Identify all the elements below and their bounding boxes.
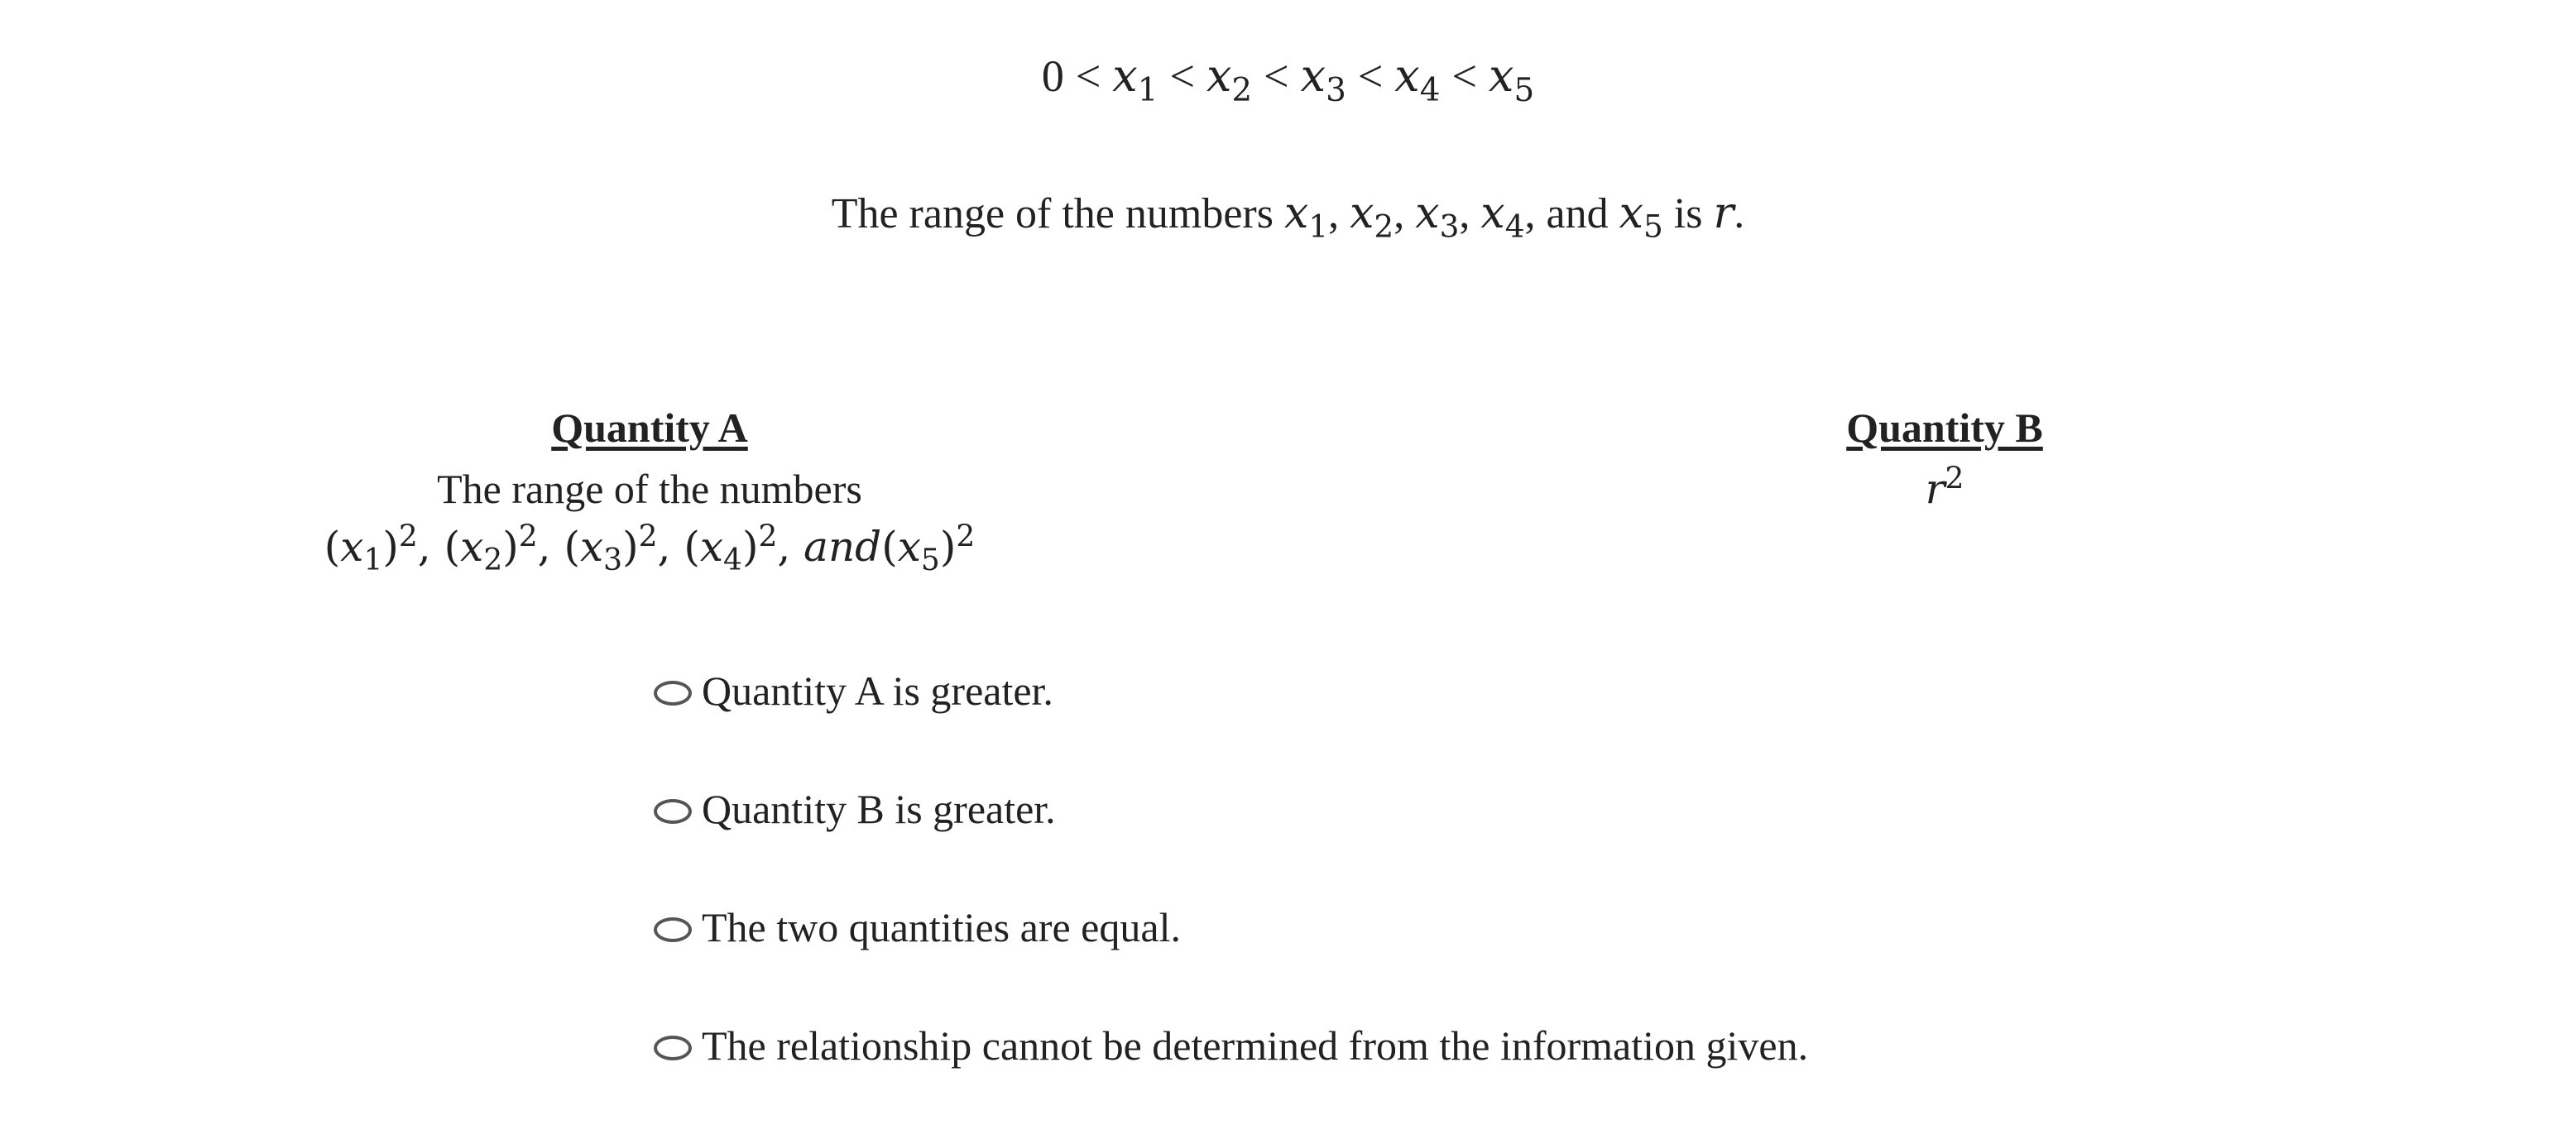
answer-choices <box>654 666 1808 1139</box>
squared-term-x4: $(x_4)^2$ <box>684 519 778 577</box>
and-word: and <box>1546 190 1609 237</box>
answer-choice-label: Quantity A is greater. <box>702 668 1053 714</box>
and-word: and <box>804 523 882 571</box>
less-than-operator: < <box>1169 51 1195 101</box>
squared-term-x5: $(x_5)^2$ <box>881 519 976 577</box>
answer-choice-label: The two quantities are equal. <box>702 904 1181 950</box>
variable-x4: $x_4$ <box>1394 50 1441 109</box>
answer-choice-d[interactable] <box>654 1021 1808 1070</box>
squared-term-x3: $(x_3)^2$ <box>564 519 658 577</box>
comma: , <box>1459 190 1470 237</box>
less-than-operator: < <box>1264 51 1289 101</box>
answer-choice-a[interactable] <box>654 666 1808 715</box>
quantity-a-expression <box>298 519 1001 577</box>
is-word: is <box>1673 190 1703 237</box>
radio-button[interactable] <box>654 799 692 824</box>
comma: , <box>657 523 671 571</box>
answer-choice-label: The relationship cannot be determined from the information given. <box>702 1022 1809 1069</box>
quantity-a-heading: Quantity A <box>551 404 748 451</box>
quantity-a-text: The range of the numbers <box>437 466 862 512</box>
variable-x5: $x_5$ <box>1619 189 1663 245</box>
variable-x1: $x_1$ <box>1283 189 1329 245</box>
less-than-operator: < <box>1075 51 1101 101</box>
variable-x5: $x_5$ <box>1488 50 1535 109</box>
period: . <box>1734 190 1745 237</box>
variable-x1: $x_1$ <box>1112 50 1158 109</box>
comma: , <box>537 523 551 571</box>
range-sentence-prefix: The range of the numbers <box>831 190 1274 237</box>
quantity-b-heading: Quantity B <box>1846 404 2043 451</box>
squared-term-x1: $(x_1)^2$ <box>324 519 418 577</box>
quantity-b-expression: $r^2$ <box>1925 462 1964 513</box>
stem-range-sentence <box>0 189 2576 245</box>
answer-choice-label: Quantity B is greater. <box>702 786 1056 832</box>
comma: , <box>1394 190 1405 237</box>
squared-term-x2: $(x_2)^2$ <box>444 519 538 577</box>
variable-x3: $x_3$ <box>1300 50 1346 109</box>
stem-inequality <box>0 50 2576 109</box>
comma: , <box>777 523 791 571</box>
quantity-b-column <box>1696 404 2193 513</box>
zero-value: 0 <box>1041 51 1064 101</box>
less-than-operator: < <box>1357 51 1384 101</box>
variable-x3: $x_3$ <box>1415 189 1460 245</box>
radio-button[interactable] <box>654 917 692 942</box>
less-than-operator: < <box>1451 51 1477 101</box>
radio-button[interactable] <box>654 681 692 706</box>
variable-x2: $x_2$ <box>1350 189 1394 245</box>
variable-r: r <box>1713 189 1734 238</box>
variable-x2: $x_2$ <box>1206 50 1253 109</box>
variable-x4: $x_4$ <box>1480 189 1525 245</box>
comma: , <box>1524 190 1536 237</box>
answer-choice-b[interactable] <box>654 784 1808 834</box>
radio-button[interactable] <box>654 1036 692 1060</box>
comma: , <box>1328 190 1340 237</box>
quantity-a-column <box>298 404 1001 577</box>
answer-choice-c[interactable] <box>654 902 1808 952</box>
comma: , <box>417 523 431 571</box>
